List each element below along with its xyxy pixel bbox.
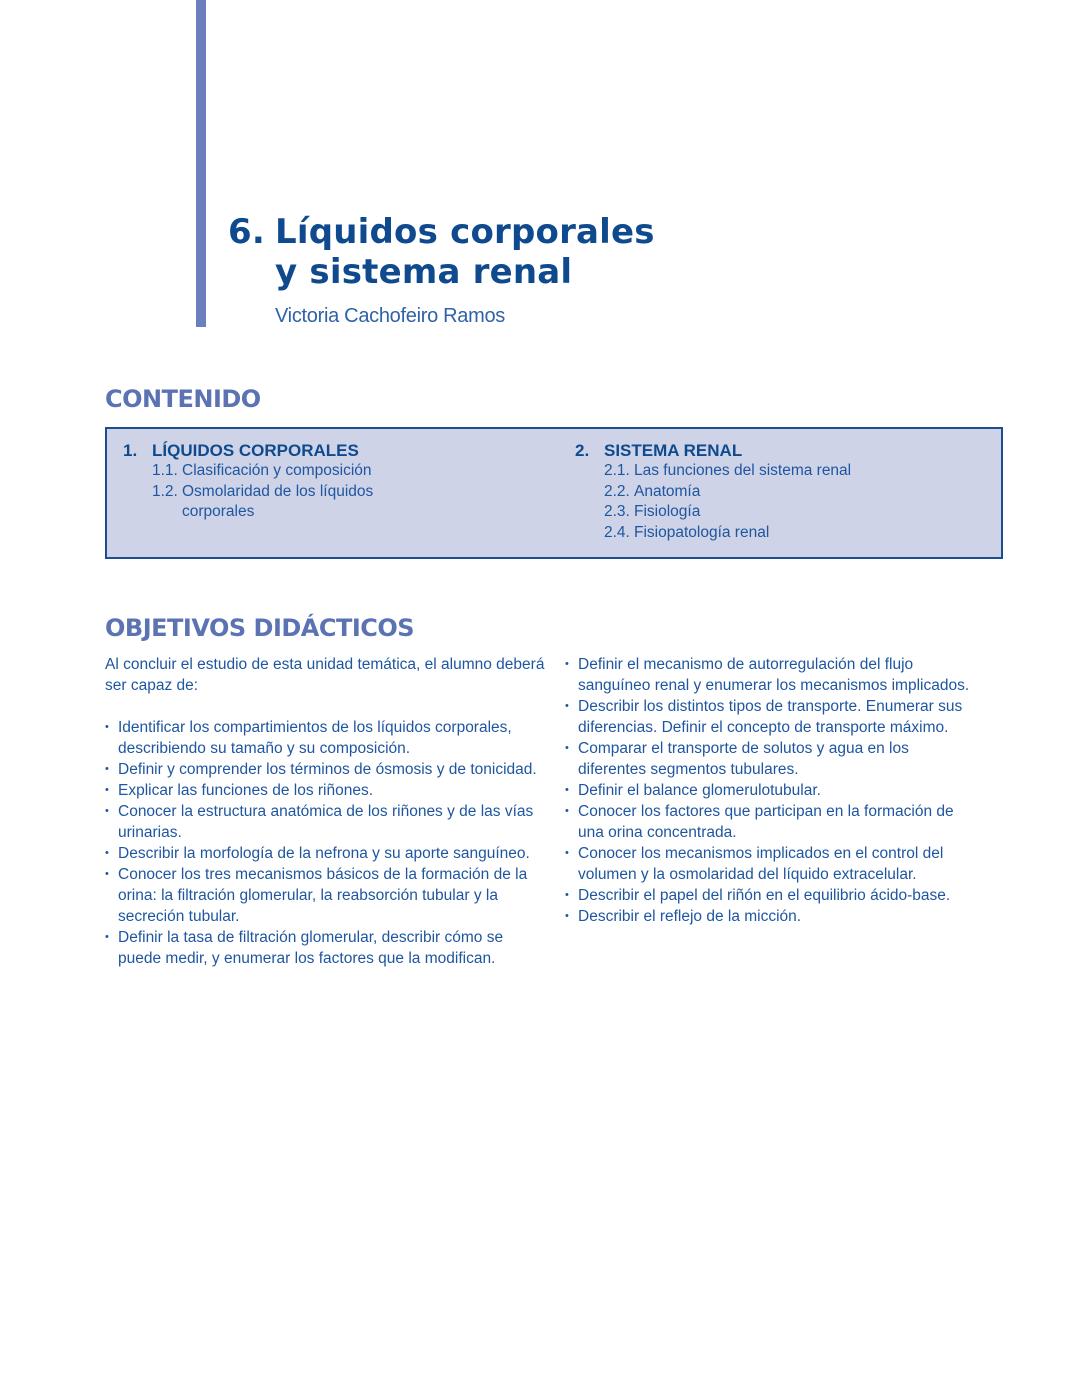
toc-item-number: 2.1. [604, 462, 630, 479]
toc-section-2 [575, 441, 934, 544]
toc-item-label: Anatomía [634, 482, 701, 500]
toc-item-label: Osmolaridad de los líquidos corporales [182, 482, 374, 521]
toc-item-label: Fisiología [634, 503, 701, 521]
objective-item: • Conocer la estructura anatómica de los riñones y de las vías urinarias. [105, 801, 545, 843]
objective-item: • Describir el reflejo de la micción. [565, 906, 975, 927]
chapter-side-bar [196, 0, 206, 327]
toc-item-number: 2.2. [604, 482, 630, 500]
objective-item: • Definir el balance glomerulotubular. [565, 780, 975, 801]
objective-item: • Describir el papel del riñón en el equilibrio ácido-base. [565, 885, 975, 906]
objective-item: • Describir la morfología de la nefrona y su aporte sanguíneo. [105, 843, 545, 864]
toc-item [575, 502, 934, 523]
toc-item-number: 1.1. [152, 462, 178, 479]
objetivos-list-left [105, 717, 545, 969]
chapter-number: 6. [228, 212, 265, 252]
objective-item: • Identificar los compartimientos de los líquidos corporales, describiendo su tamaño y su composición. [105, 717, 545, 759]
toc-item-label: Las funciones del sistema renal [634, 462, 852, 479]
toc-section-number: 1. [123, 441, 138, 460]
toc-item-label: Fisiopatología renal [634, 524, 770, 542]
toc-section-title [123, 441, 382, 461]
toc-item-number: 1.2. [152, 482, 178, 500]
chapter-title-line1: Líquidos corporales [275, 212, 655, 252]
objective-item: • Describir los distintos tipos de transporte. Enumerar sus diferencias. Definir el concepto de transporte máximo. [565, 696, 975, 738]
toc-item-label: Clasificación y composición [182, 462, 372, 479]
toc-section-1 [123, 441, 382, 523]
table-of-contents [105, 427, 1003, 559]
toc-item [123, 461, 382, 482]
objective-item: • Definir la tasa de filtración glomerular, describir cómo se puede medir, y enumerar los factores que la modifican. [105, 927, 545, 969]
toc-item-number: 2.4. [604, 524, 630, 542]
objective-item: • Definir el mecanismo de autorregulación del flujo sanguíneo renal y enumerar los mecanismos implicados. [565, 654, 975, 696]
chapter-title [228, 212, 655, 292]
objective-item: • Explicar las funciones de los riñones. [105, 780, 545, 801]
objective-item: • Conocer los tres mecanismos básicos de la formación de la orina: la filtración glomerular, la reabsorción tubular y la secreción tubular. [105, 864, 545, 927]
toc-section-title [575, 441, 934, 461]
objective-item: • Definir y comprender los términos de ósmosis y de tonicidad. [105, 759, 545, 780]
contenido-heading: CONTENIDO [105, 385, 261, 413]
objective-item: • Comparar el transporte de solutos y agua en los diferentes segmentos tubulares. [565, 738, 975, 780]
toc-item-number: 2.3. [604, 503, 630, 521]
toc-item [575, 482, 934, 503]
toc-section-label: SISTEMA RENAL [604, 441, 743, 460]
toc-item [575, 523, 934, 544]
objetivos-intro: Al concluir el estudio de esta unidad temática, el alumno deberá ser capaz de: [105, 656, 545, 694]
toc-item [575, 461, 934, 482]
toc-item [123, 482, 382, 523]
objetivos-list-right [565, 654, 975, 927]
chapter-author: Victoria Cachofeiro Ramos [275, 305, 506, 327]
objective-item: • Conocer los mecanismos implicados en el control del volumen y la osmolaridad del líquido extracelular. [565, 843, 975, 885]
chapter-title-line2: y sistema renal [275, 252, 573, 292]
objective-item: • Conocer los factores que participan en la formación de una orina concentrada. [565, 801, 975, 843]
toc-section-number: 2. [575, 441, 590, 460]
objetivos-heading: OBJETIVOS DIDÁCTICOS [105, 614, 415, 642]
toc-section-label: LÍQUIDOS CORPORALES [152, 441, 359, 460]
